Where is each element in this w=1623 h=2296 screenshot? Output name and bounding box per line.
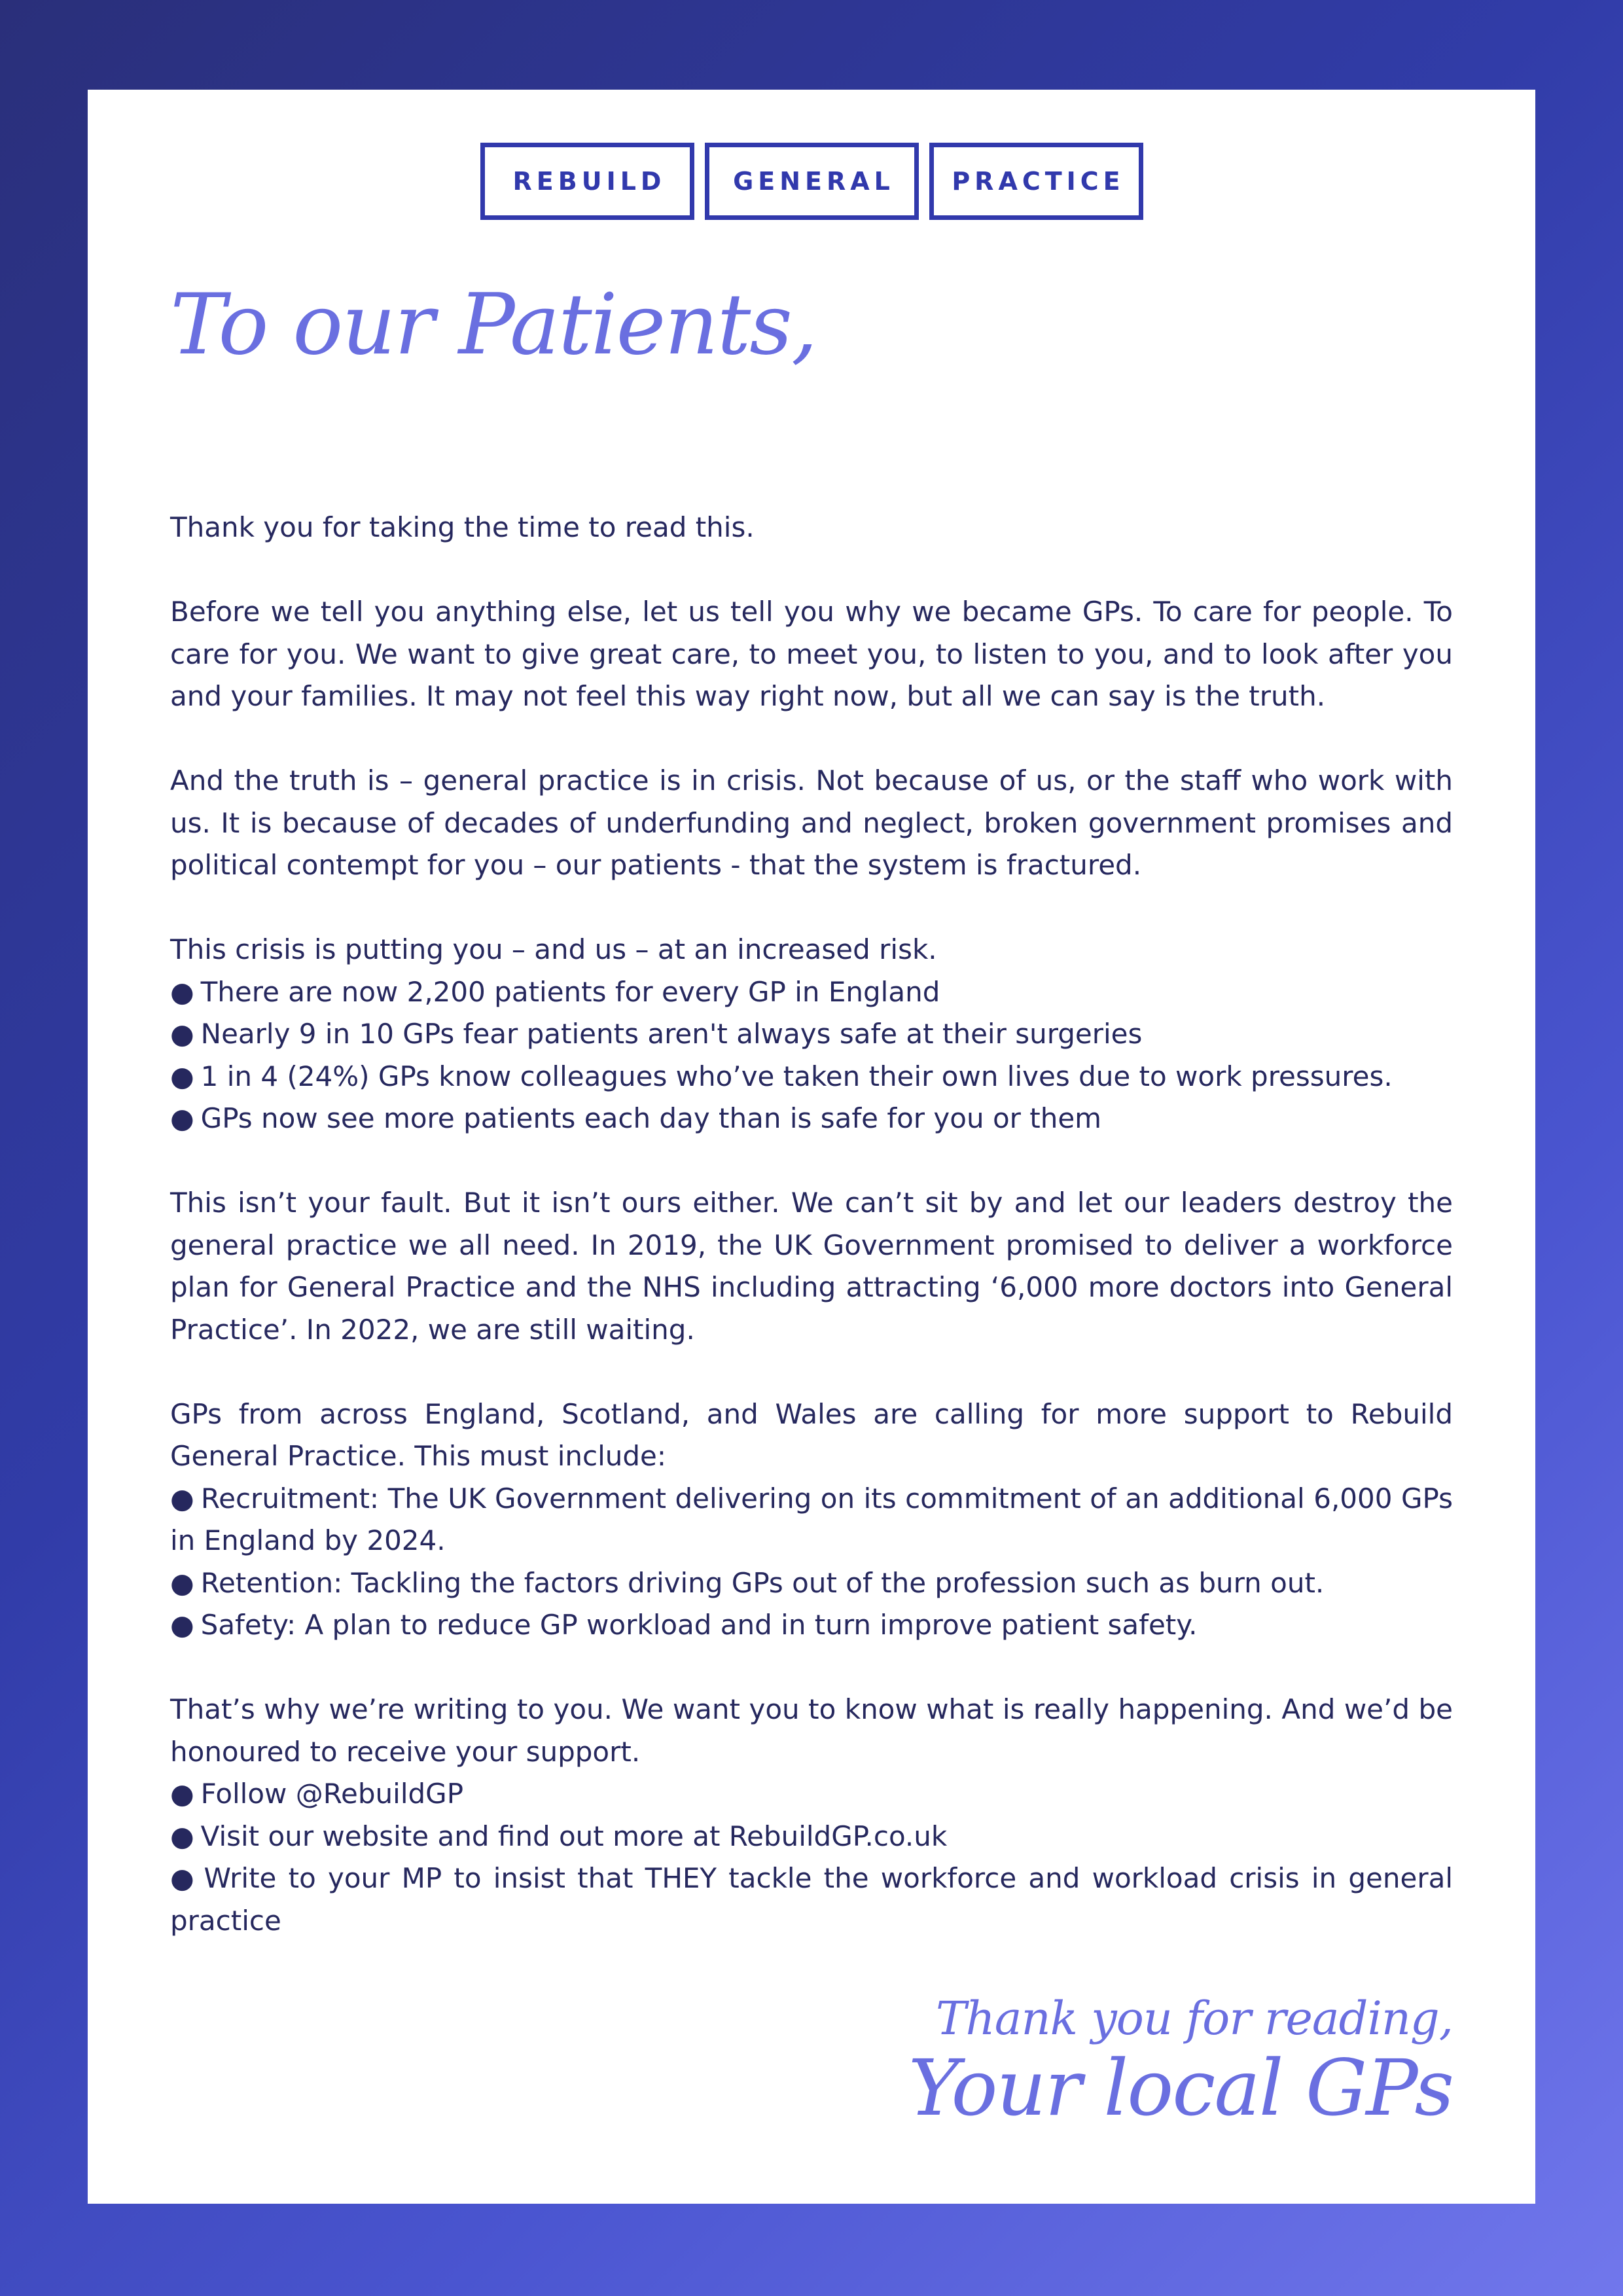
letter-signoff [908,1991,1453,2131]
calls-lead: GPs from across England, Scotland, and Wales are calling for more support to Rebuild General Practice. This must include: [170,1397,1453,1472]
support-bullet-website: ● Visit our website and find out more at RebuildGP.co.uk [170,1816,1453,1858]
logo-word-rebuild: REBUILD [480,143,694,220]
why-paragraph: Before we tell you anything else, let us tell you why we became GPs. To care for people. To care for you. We want to give great care, to meet you, to listen to you, and to look after you and your families. It may not feel this way right now, but all we can say is the truth. [170,596,1453,712]
truth-paragraph: And the truth is – general practice is in crisis. Not because of us, or the staff who work with us. It is because of decades of underfunding and neglect, broken government promises and political contempt for you – our patients - that the system is fractured. [170,764,1453,881]
logo-word-practice: PRACTICE [929,143,1143,220]
calls-bullet-safety: ● Safety: A plan to reduce GP workload and in turn improve patient safety. [170,1604,1453,1647]
calls-bullet-recruitment: ● Recruitment: The UK Government delivering on its commitment of an additional 6,000 GPs in England by 2024. [170,1478,1453,1562]
letter-sheet [88,90,1535,2204]
signoff-thanks: Thank you for reading, [935,1992,1453,2045]
risk-bullet: ● GPs now see more patients each day than is safe for you or them [170,1098,1453,1140]
risk-lead: This crisis is putting you – and us – at an increased risk. [170,933,937,965]
logo-word-general: GENERAL [705,143,919,220]
calls-bullet-retention: ● Retention: Tackling the factors driving GPs out of the profession such as burn out. [170,1562,1453,1605]
letter-body [170,507,1453,1942]
support-lead: That’s why we’re writing to you. We want you to know what is really happening. And we’d be honoured to receive your support. [170,1693,1453,1768]
risk-bullet: ● 1 in 4 (24%) GPs know colleagues who’ve taken their own lives due to work pressures. [170,1056,1453,1098]
rebuild-general-practice-logo [88,143,1535,220]
risk-bullet: ● There are now 2,200 patients for every GP in England [170,971,1453,1014]
letter-greeting: To our Patients, [170,276,817,374]
signoff-signature: Your local GPs [908,2043,1453,2133]
calls-section [170,1393,1453,1647]
risk-section [170,929,1453,1140]
fault-paragraph: This isn’t your fault. But it isn’t ours either. We can’t sit by and let our leaders destroy the general practice we all need. In 2019, the UK Government promised to deliver a workforce plan for General Practice and the NHS including attracting ‘6,000 more doctors into General Practice’. In 2022, we are still waiting. [170,1187,1453,1346]
support-section [170,1689,1453,1942]
support-bullet-follow: ● Follow @RebuildGP [170,1773,1453,1816]
intro-paragraph: Thank you for taking the time to read this. [170,511,755,543]
support-bullet-mp: ● Write to your MP to insist that THEY tackle the workforce and workload crisis in general practice [170,1857,1453,1942]
risk-bullet: ● Nearly 9 in 10 GPs fear patients aren't always safe at their surgeries [170,1013,1453,1056]
